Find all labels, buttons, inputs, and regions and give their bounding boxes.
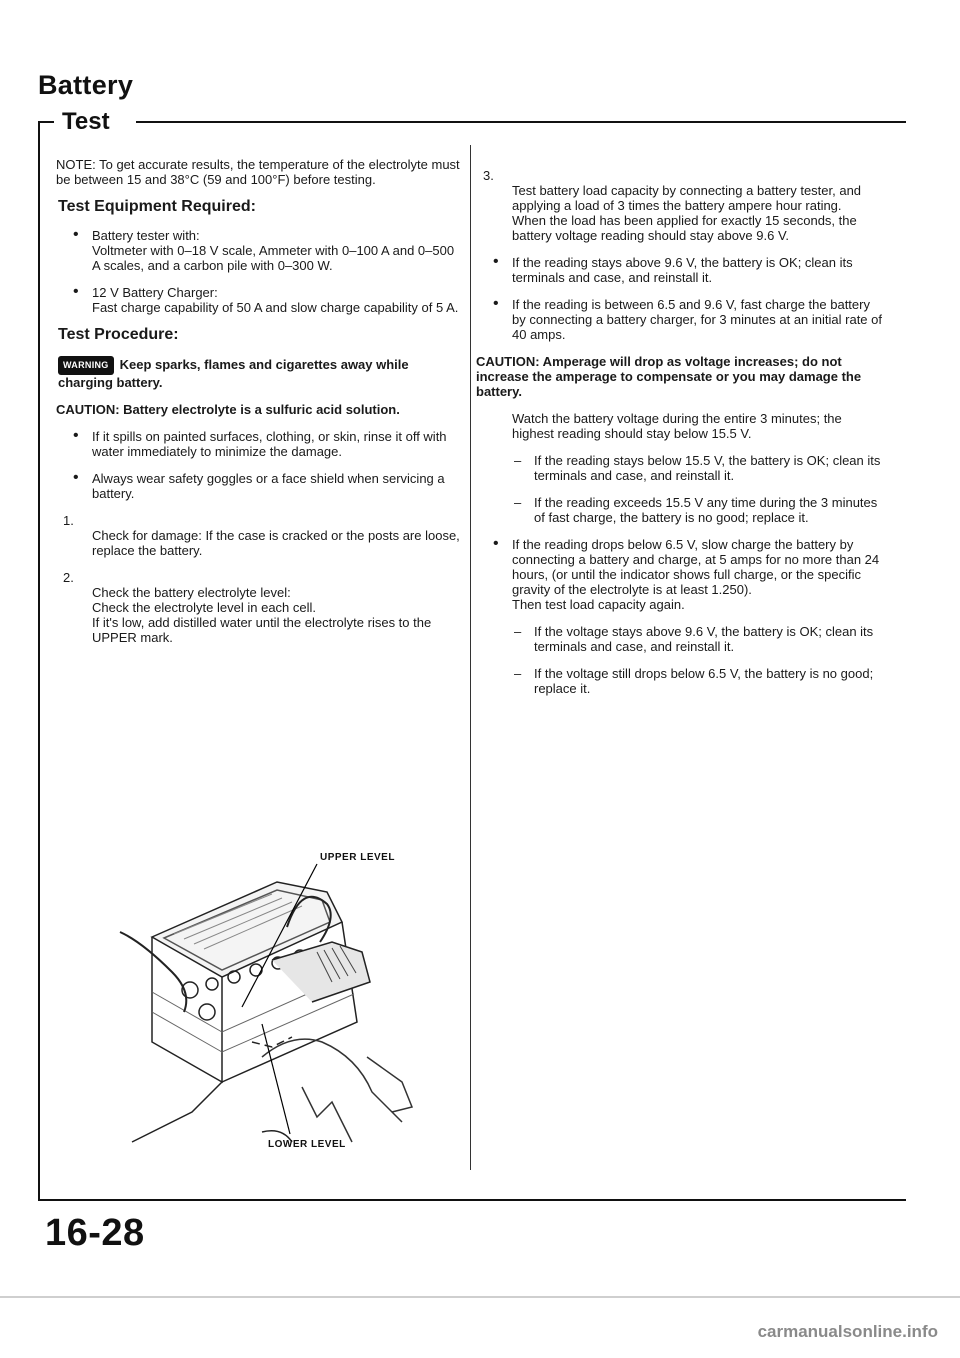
warning-notice [58,356,464,390]
result-subitem: – If the voltage stays above 9.6 V, the battery is OK; clean its terminals and case, and reinstall it. [476,624,884,654]
step-number: 1. [63,513,74,528]
result-subitem: – If the reading exceeds 15.5 V any time during the 3 minutes of fast charge, the battery is no good; replace it. [476,495,884,525]
footer-rule [0,1296,960,1298]
equipment-item: • 12 V Battery Charger: Fast charge capability of 50 A and slow charge capability of 5 A. [56,285,464,315]
step-text: Check for damage: If the case is cracked or the posts are loose, replace the battery. [92,528,460,558]
column-divider [470,145,471,1170]
equipment-item: • Battery tester with: Voltmeter with 0–18 V scale, Ammeter with 0–100 A and 0–500 A scales, and a carbon pile with 0–300 W. [56,228,464,273]
step-text: Test battery load capacity by connecting a battery tester, and applying a load of 3 times the battery ampere hour rating. When the load has been applied for exactly 15 seconds, the battery voltage reading should stay above 9.6 V. [512,183,862,243]
battery-illustration [112,842,442,1162]
caution-item: • If it spills on painted surfaces, clothing, or skin, rinse it off with water immediately to minimize the damage. [56,429,464,459]
frame-rule [38,121,40,1201]
procedure-step [476,168,884,243]
frame-rule [38,121,54,123]
frame-rule [136,121,906,123]
warning-text: Keep sparks, flames and cigarettes away while charging battery. [58,356,409,390]
result-subitem: – If the voltage still drops below 6.5 V, the battery is no good; replace it. [476,666,884,696]
warning-icon: WARNING [58,356,114,375]
upper-level-label: UPPER LEVEL [320,852,395,863]
right-column [476,168,884,708]
procedure-heading: Test Procedure: [58,326,179,343]
step-number: 2. [63,570,74,585]
result-item: • If the reading is between 6.5 and 9.6 V, fast charge the battery by connecting a battery charger, for 3 minutes at an initial rate of 40 amps. [476,297,884,342]
lower-level-label: LOWER LEVEL [268,1139,346,1150]
left-column [56,157,464,657]
result-item: • If the reading drops below 6.5 V, slow charge the battery by connecting a battery and charge, at 5 amps for no more than 24 hours, (or until the indicator shows full charge, or the specific gravity of the electrolyte is at least 1.250). Then test load capacity again. [476,537,884,612]
equipment-heading: Test Equipment Required: [58,198,256,215]
frame-rule [38,1199,906,1201]
result-subitem: – If the reading stays below 15.5 V, the battery is OK; clean its terminals and case, and reinstall it. [476,453,884,483]
step-text: Check the battery electrolyte level: Check the electrolyte level in each cell. If it's low, add distilled water until the electrolyte rises to the UPPER mark. [92,585,432,645]
page-number: 16-28 [45,1212,145,1254]
step-number: 3. [483,168,494,183]
section-title: Battery [38,70,134,100]
caution-item: • Always wear safety goggles or a face shield when servicing a battery. [56,471,464,501]
procedure-step [56,570,464,645]
caution-paragraph: CAUTION: Battery electrolyte is a sulfuric acid solution. [56,402,400,417]
procedure-step [56,513,464,558]
note-paragraph: NOTE: To get accurate results, the temperature of the electrolyte must be between 15 and 38°C (59 and 100°F) before testing. [56,157,460,187]
watch-paragraph: Watch the battery voltage during the entire 3 minutes; the highest reading should stay below 15.5 V. [512,411,842,441]
watermark: carmanualsonline.info [757,1322,938,1341]
result-item: • If the reading stays above 9.6 V, the battery is OK; clean its terminals and case, and reinstall it. [476,255,884,285]
subsection-title: Test [62,108,110,135]
caution-paragraph: CAUTION: Amperage will drop as voltage increases; do not increase the amperage to compensate or you may damage the battery. [476,354,862,399]
